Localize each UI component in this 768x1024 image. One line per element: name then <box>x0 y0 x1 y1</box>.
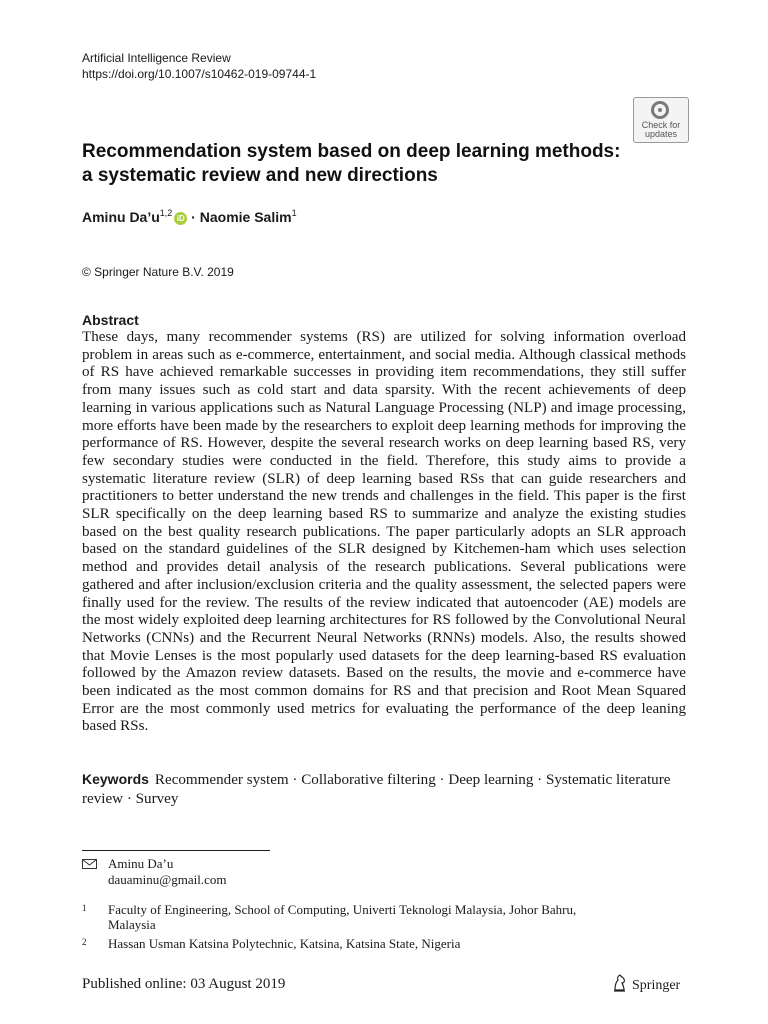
corresponding-author-email[interactable]: dauaminu@gmail.com <box>108 872 227 887</box>
affiliation-line: Hassan Usman Katsina Polytechnic, Katsina, Katsina State, Nigeria <box>108 936 461 951</box>
springer-horse-icon <box>612 974 628 992</box>
affiliation-mark: 2 <box>82 937 87 947</box>
author-name[interactable]: Aminu Da’u <box>82 209 160 225</box>
title-line: a systematic review and new directions <box>82 165 438 186</box>
footnote-divider <box>82 850 270 851</box>
keywords-label: Keywords <box>82 771 149 787</box>
author-name[interactable]: Naomie Salim <box>199 209 292 225</box>
publisher-logo <box>612 974 680 996</box>
author-affiliation-mark: 1,2 <box>159 208 173 218</box>
badge-line-2: updates <box>644 129 678 139</box>
abstract-text: These days, many recommender systems (RS) are utilized for solving information overload problem in areas such as e-commerce, entertainment, and social media. Although classical methods of RS have achieved remarkable successes in providing item recommendations, they still suffer from many issues such as cold start and data sparsity. With the recent achievements of deep learning in various applications such as Natural Language Processing (NLP) and image processing, more efforts have been made by the researchers to exploit deep learning methods for improving the performance of RS. However, despite the several research works on deep learning based RS, very few secondary studies were conducted in the field. Therefore, this study aims to provide a systematic literature review (SLR) of deep learning based RSs that can guide researchers and practitioners to better understand the new trends and challenges in the field. This paper is the first SLR specifically on the deep learning based RS to summarize and analyze the existing studies based on the best quality research publications. The paper particularly adopts an SLR approach based on the standard guidelines of the SLR designed by Kitchemen-ham which uses selection method and provides detail analysis of the research publications. Several publications were gathered and after inclusion/exclusion criteria and the quality assessment, the selected papers were finally used for the review. The results of the review indicated that autoencoder (AE) models are the most widely exploited deep learning architectures for RS followed by the Convolutional Neural Networks (CNNs) and the Recurrent Neural Networks (RNNs) models. Also, the results showed that Movie Lenses is the most popularly used datasets for the deep learning-based RS evaluation followed by the Amazon review datasets. Based on the results, the movie and e-commerce have been indicated as the most common domains for RS and that precision and Root Mean Squared Error are the most commonly used metrics for evaluating the performance of the deep leaning based RSs. <box>82 329 686 735</box>
corresponding-author-name: Aminu Da’u <box>108 856 174 871</box>
envelope-icon <box>82 859 97 869</box>
paper-title <box>82 140 642 188</box>
copyright-notice: © Springer Nature B.V. 2019 <box>82 265 234 279</box>
affiliation-mark: 1 <box>82 903 87 913</box>
title-line: Recommendation system based on deep learning methods: <box>82 141 621 162</box>
author-list <box>82 207 297 227</box>
abstract-heading: Abstract <box>82 312 139 328</box>
author-affiliation-mark: 1 <box>291 208 297 218</box>
affiliation-line: Faculty of Engineering, School of Computing, Univerti Teknologi Malaysia, Johor Bahru, <box>108 902 577 917</box>
keywords-section <box>82 770 686 809</box>
orcid-icon[interactable]: iD <box>174 212 187 225</box>
doi-link[interactable]: https://doi.org/10.1007/s10462-019-09744-1 <box>82 67 317 81</box>
affiliation-line: Malaysia <box>108 917 156 932</box>
badge-line-1: Check for <box>641 120 681 130</box>
check-for-updates-badge[interactable] <box>633 97 689 143</box>
author-separator: · <box>187 209 200 225</box>
journal-name: Artificial Intelligence Review <box>82 51 231 65</box>
check-for-updates-icon <box>651 101 669 119</box>
published-date: Published online: 03 August 2019 <box>82 976 286 992</box>
keywords-text: Recommender system · Collaborative filtering · Deep learning · Systematic literature review · Survey <box>82 772 671 807</box>
publisher-name: Springer <box>632 978 681 993</box>
